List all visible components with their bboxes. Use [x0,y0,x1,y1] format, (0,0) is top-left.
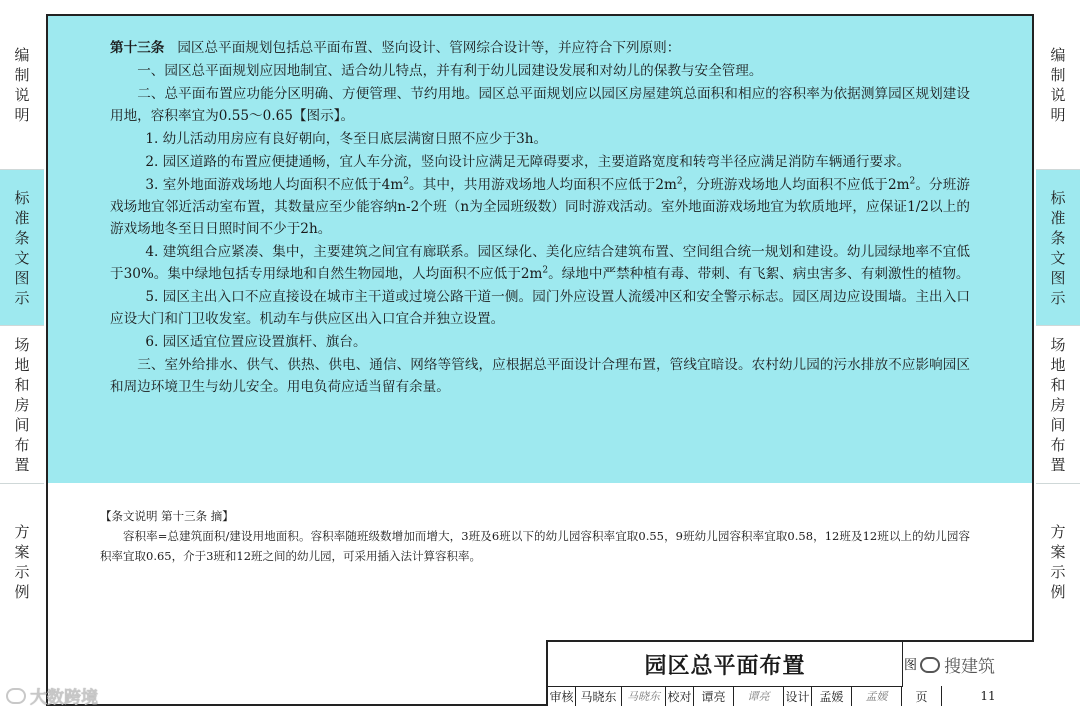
item-2: 2. 园区道路的布置应便捷通畅，宜人车分流，竖向设计应满足无障碍要求，主要道路宽度和转弯半径应满足消防车辆通行要求。 [145,154,911,170]
tab-changdi-fangjian[interactable] [0,326,44,484]
tab-fangan-shili[interactable] [0,484,44,640]
jiaodui-label: 校对 [666,686,694,706]
wechat-icon [920,657,940,673]
principle-3: 三、室外给排水、供气、供热、供电、通信、网络等管线，应根据总平面设计合理布置，管线宜暗设。农村幼儿园的污水排放不应影响园区和周边环境卫生与幼儿安全。用电负荷应适当留有余量。 [110,357,970,395]
item-4-part: 4. 建筑组合应紧凑、集中，主要建筑之间宜有廊联系。园区绿化、美化应结合建筑布置、空间组合统一规划和建设。幼儿园绿地率不宜低于30%。集中绿地包括专用绿地和自然生物园地，人均面积不应低于2m [110,244,970,282]
tab-label: 方案示例 [14,523,30,601]
principle-1: 一、园区总平面规划应因地制宜、适合幼儿特点，并有利于幼儿园建设发展和对幼儿的保教与安全管理。 [137,63,763,79]
watermark-left-text: 大数跨境 [30,688,98,708]
standard-text [110,37,970,399]
item-3-part: 3. 室外地面游戏场地人均面积不应低于4m [145,177,404,193]
watermark-left [6,683,98,708]
logo-icon [6,688,26,704]
tab-label: 场地和房间布置 [14,335,30,474]
note-heading: 【条文说明 第十三条 摘】 [100,509,234,523]
drawing-number-label: 图 [904,658,918,673]
tab-label: 方案示例 [1050,523,1066,601]
sheji-signature: 孟媛 [852,686,902,706]
jiaodui-signature: 谭亮 [734,686,784,706]
item-5: 5. 园区主出入口不应直接设在城市主干道或过境公路干道一侧。园门外应设置人流缓冲区和安全警示标志。园区周边应设围墙。主出入口应设大门和门卫收发室。机动车与供应区出入口宜合并独立设置。 [110,289,970,327]
tab-label: 标准条文图示 [1050,188,1066,307]
note-text: 容积率=总建筑面积/建设用地面积。容积率随班级数增加而增大，3班及6班以下的幼儿园容积率宜取0.55，9班幼儿园容积率宜取0.58，12班及12班以上的幼儿园容积率宜取0.65，介于3班和12班之间的幼儿园，可采用插入法计算容积率。 [100,529,970,563]
tab-fangan-shili-right[interactable] [1036,484,1080,640]
page-number: 11 [980,689,996,703]
tab-label: 编制说明 [14,45,30,124]
item-6: 6. 园区适宜位置应设置旗杆、旗台。 [145,334,367,350]
tab-changdi-fangjian-right[interactable] [1036,326,1080,484]
tab-biaozhun-tiaowen[interactable] [0,170,44,326]
superscript: 2 [676,176,683,187]
superscript: 2 [403,176,409,187]
shenhe-label: 审核 [548,686,576,706]
shenhe-name: 马晓东 [576,686,622,706]
superscript: 2 [542,265,549,276]
watermark-right [920,652,995,677]
item-1: 1. 幼儿活动用房应有良好朝向，冬至日底层满窗日照不应少于3h。 [145,131,548,147]
sheji-name: 孟媛 [812,686,852,706]
left-tab-column [0,0,44,715]
approval-row [548,686,1034,706]
superscript: 2 [909,176,916,187]
article-explanation [100,506,970,566]
article-heading [110,37,970,59]
principle-2: 二、总平面布置应功能分区明确、方便管理、节约用地。园区总平面规划应以园区房屋建筑总面积和相应的容积率为依据测算园区规划建设用地，容积率宜为0.55～0.65【图示】。 [110,86,970,124]
jiaodui-name: 谭亮 [694,686,734,706]
tab-label: 编制说明 [1050,45,1066,124]
item-3-part: 。分班游戏场地宜邻近活动室布置，其数量应至少能容纳n-2个班（n为全园班级数）同时游戏活动。室外地面游戏场地宜为软质地坪，应保证1/2以上的游戏场地冬至日日照时间不少于2h。 [110,177,970,237]
drawing-title: 园区总平面布置 [548,642,903,687]
item-3 [110,174,970,240]
item-4 [110,241,970,285]
tab-bianzhi-shuoming-right[interactable] [1036,0,1080,170]
item-3-part: 。其中，共用游戏场地人均面积不应低于2m [408,177,677,193]
item-3-part: ，分班游戏场地人均面积不应低于2m [682,177,910,193]
tab-bianzhi-shuoming[interactable] [0,0,44,170]
tab-label: 场地和房间布置 [1050,335,1066,474]
shenhe-signature: 马晓东 [622,686,666,706]
tab-biaozhun-tiaowen-right[interactable] [1036,170,1080,326]
article-label: 第十三条 [110,40,165,56]
right-tab-column [1036,0,1080,715]
item-4-part: 。绿地中严禁种植有毒、带刺、有飞絮、病虫害多、有刺激性的植物。 [548,266,970,282]
watermark-right-text: 搜建筑 [944,657,995,677]
page-label: 页 [902,686,942,706]
article-text: 园区总平面规划包括总平面布置、竖向设计、管网综合设计等，并应符合下列原则： [177,40,681,56]
sheji-label: 设计 [784,686,812,706]
tab-label: 标准条文图示 [14,188,30,307]
